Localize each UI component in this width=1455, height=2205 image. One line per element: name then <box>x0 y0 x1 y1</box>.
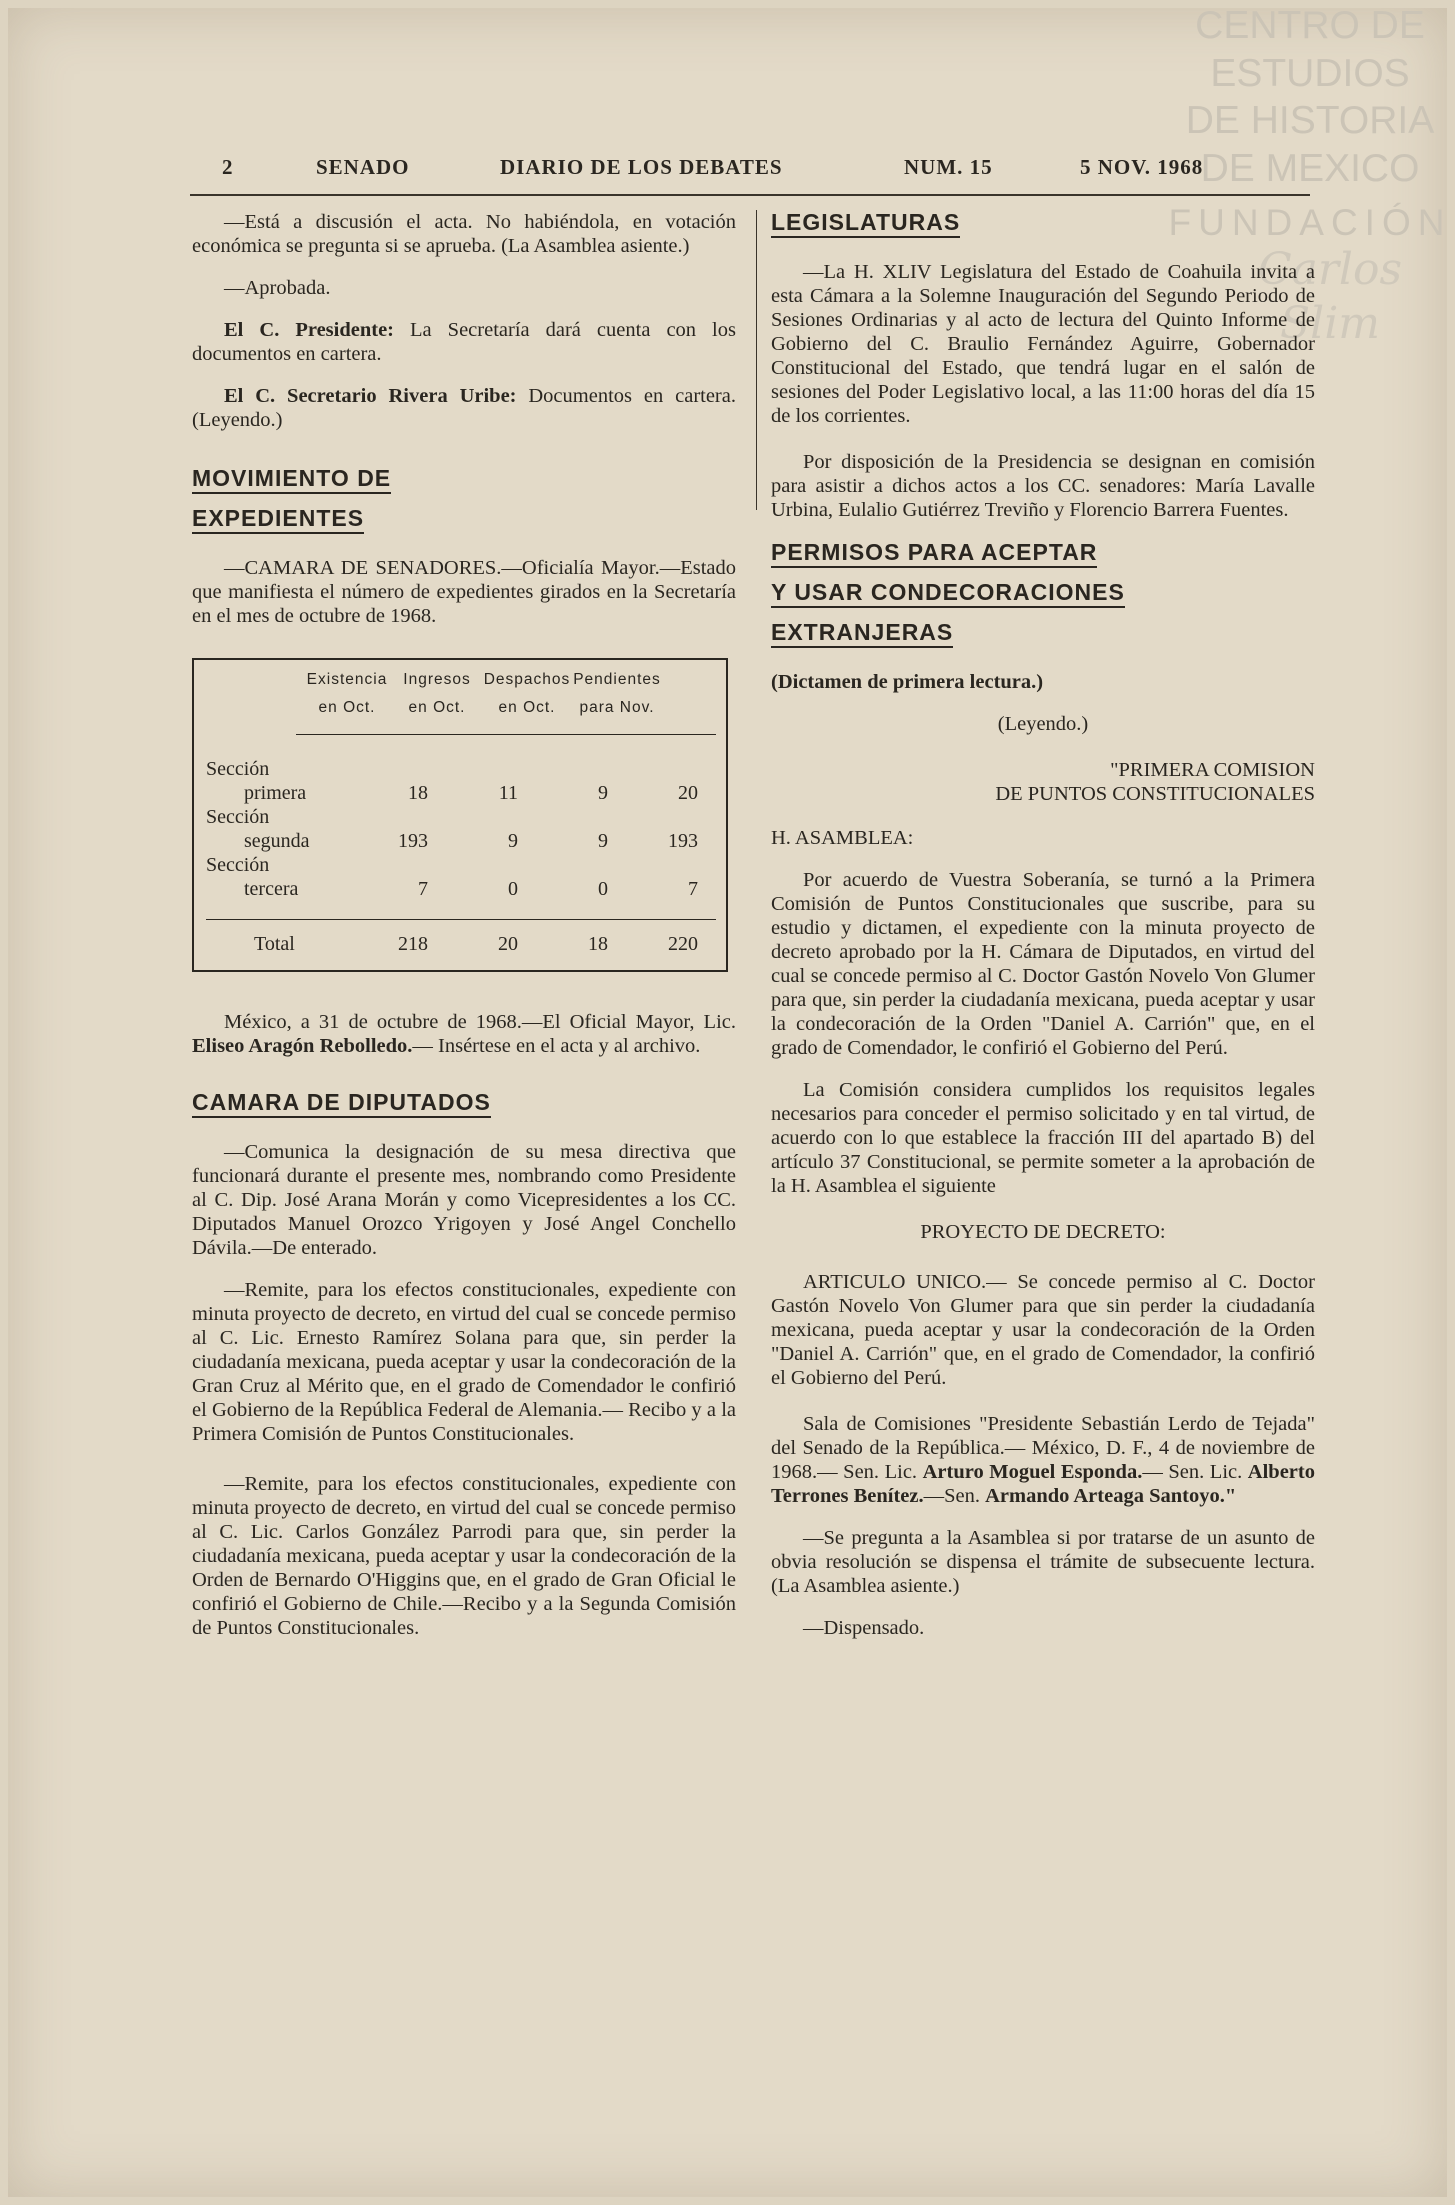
col-header: Ingresos <box>403 671 471 688</box>
section-title: LEGISLATURAS <box>771 210 960 238</box>
commission-title <box>771 758 1315 806</box>
paragraph-text: — Insértese en el acta y al archivo. <box>412 1035 701 1057</box>
watermark-line: DE HISTORIA <box>1185 99 1435 143</box>
cell: 193 <box>668 830 698 852</box>
bold-note: (Dictamen de primera lectura.) <box>771 671 1044 693</box>
section-title: CAMARA DE DIPUTADOS <box>192 1090 491 1118</box>
paragraph <box>192 1010 736 1058</box>
section-title: MOVIMIENTO DE <box>192 466 391 494</box>
watermark-line: ESTUDIOS <box>1210 51 1410 95</box>
paragraph-text: —Sen. <box>923 1485 986 1507</box>
paragraph-text: Sala de Comisiones "Presidente Sebastián Lerdo de Tejada" del Senado de la República.— México, D. F., 4 de noviembre de 1968.— Sen. Lic. <box>771 1413 1315 1483</box>
row-label: segunda <box>244 830 310 852</box>
paragraph: Por disposición de la Presidencia se designan en comisión para asistir a dichos actos a los CC. senadores: María Lavalle Urbina, Eulalio Gutiérrez Treviño y Florencio Barrera Fuentes. <box>771 451 1315 521</box>
paragraph-text: — Sen. Lic. <box>1142 1461 1248 1483</box>
table-row <box>206 757 716 805</box>
header-chamber: SENADO <box>316 155 410 179</box>
paragraph: —Comunica la designación de su mesa directiva que funcionará durante el presente mes, nombrando como Presidente al C. Dip. José Arana Morán y como Vicepresidentes a los CC. Diputados Manuel Orozco Yrigoyen y José Angel Conchello Dávila.—De enterado. <box>192 1141 736 1259</box>
paragraph <box>192 384 736 432</box>
row-label: primera <box>244 782 307 804</box>
header-date: 5 NOV. 1968 <box>1080 155 1204 179</box>
col-header: en Oct. <box>318 699 376 716</box>
cell: 18 <box>588 933 608 955</box>
table-header <box>206 668 716 720</box>
row-label: tercera <box>244 878 299 900</box>
paragraph: Por acuerdo de Vuestra Soberanía, se turnó a la Primera Comisión de Puntos Constitucionales que suscribe, para su estudio y dictamen, el expediente con la minuta proyecto de decreto aprobado por la H. Cámara de Diputados, en virtud del cual se concede permiso al C. Doctor Gastón Novelo Von Glumer para que, sin perder la ciudadanía mexicana, pueda aceptar y usar la condecoración de la Orden "Daniel A. Carrión" que, en el grado de Comendador, le confirió el Gobierno del Perú. <box>771 869 1315 1059</box>
cell: 7 <box>418 878 428 900</box>
speaker: El C. Secretario Rivera Uribe: <box>224 385 517 407</box>
section-heading-permisos <box>771 540 1315 660</box>
section-heading-diputados <box>192 1090 736 1130</box>
signatory: Armando Arteaga Santoyo." <box>985 1485 1237 1507</box>
watermark-line: CENTRO DE <box>1195 4 1425 47</box>
table-rule <box>296 734 716 735</box>
col-header: Pendientes <box>573 671 661 688</box>
watermark-line: DE MEXICO <box>1200 146 1420 190</box>
right-column <box>771 210 1315 1658</box>
section-title: EXTRANJERAS <box>771 620 953 648</box>
paragraph: —Remite, para los efectos constitucionales, expediente con minuta proyecto de decreto, en virtud del cual se concede permiso al C. Lic. Ernesto Ramírez Solana para que, sin perder la ciudadanía mexicana, pueda aceptar y usar la condecoración de la Gran Cruz al Mérito que, en el grado de Comendador le confirió el Gobierno de la República Federal de Alemania.— Recibo y a la Primera Comisión de Puntos Constitucionales. <box>192 1279 736 1445</box>
cell: 7 <box>688 878 698 900</box>
left-column <box>192 210 736 1658</box>
page-number: 2 <box>222 155 234 179</box>
expedientes-table <box>192 658 728 972</box>
row-label: Sección <box>206 806 270 828</box>
header-number: NUM. 15 <box>904 155 993 179</box>
section-title: EXPEDIENTES <box>192 506 364 534</box>
cell: 0 <box>598 878 608 900</box>
section-heading-movimiento <box>192 466 736 546</box>
row-label: Sección <box>206 758 270 780</box>
cell: 9 <box>508 830 518 852</box>
cell: 9 <box>598 782 608 804</box>
cell: 9 <box>598 830 608 852</box>
cell: 193 <box>398 830 428 852</box>
watermark-foundation: FUNDACIÓN <box>1168 202 1452 244</box>
table-row <box>206 805 716 853</box>
col-header: Existencia <box>306 671 388 688</box>
table-rule <box>206 919 716 920</box>
col-header: para Nov. <box>579 699 655 716</box>
paragraph: —La H. XLIV Legislatura del Estado de Coahuila invita a esta Cámara a la Solemne Inauguración del Segundo Periodo de Sesiones Ordinarias y al acto de lectura del Quinto Informe de Gobierno del C. Braulio Fernández Aguirre, Gobernador Constitucional del Estado, que tendrá lugar en el salón de sesiones del Poder Legislativo local, a las 11:00 horas del día 15 de los corrientes. <box>771 261 1315 427</box>
paragraph: (Leyendo.) <box>997 713 1089 735</box>
commission-line: "PRIMERA COMISION <box>1110 759 1315 781</box>
cell: 11 <box>498 782 518 804</box>
section-heading-legislaturas <box>771 210 1315 250</box>
row-label: Total <box>254 933 295 955</box>
paragraph: —Se pregunta a la Asamblea si por tratarse de un asunto de obvia resolución se dispensa el trámite de subsecuente lectura. (La Asamblea asiente.) <box>771 1527 1315 1597</box>
paragraph: ARTICULO UNICO.— Se concede permiso al C. Doctor Gastón Novelo Von Glumer para que sin perder la ciudadanía mexicana, pueda aceptar y usar la condecoración de la Orden "Daniel A. Carrión" que, en el grado de Comendador, la confirió el Gobierno del Perú. <box>771 1271 1315 1389</box>
paragraph: La Comisión considera cumplidos los requisitos legales necesarios para conceder el permiso solicitado y en tal virtud, de acuerdo con lo que establece la fracción III del apartado B) del artículo 37 Constitucional, se permite someter a la aprobación de la H. Asamblea el siguiente <box>771 1079 1315 1197</box>
cell: 0 <box>508 878 518 900</box>
speaker: El C. Presidente: <box>224 319 395 341</box>
table-total-row <box>206 932 716 956</box>
paragraph <box>771 1412 1315 1508</box>
paragraph: —Remite, para los efectos constitucionales, expediente con minuta proyecto de decreto, en virtud del cual se concede permiso al C. Lic. Carlos González Parrodi para que, sin perder la ciudadanía mexicana, pueda aceptar y usar la condecoración de la Orden de Bernardo O'Higgins que, en el grado de Gran Oficial le confirió el Gobierno de Chile.—Recibo y a la Segunda Comisión de Puntos Constitucionales. <box>192 1473 736 1639</box>
section-title: Y USAR CONDECORACIONES <box>771 580 1125 608</box>
column-divider <box>756 210 757 510</box>
salutation: H. ASAMBLEA: <box>771 827 914 849</box>
signatory: Alberto Terrones Benítez. <box>771 1461 1315 1507</box>
col-header: en Oct. <box>408 699 466 716</box>
cell: 20 <box>678 782 698 804</box>
watermark-signature: Carlos Slim <box>1257 244 1403 350</box>
dictamen-note <box>771 670 1315 694</box>
paragraph: —Aprobada. <box>224 277 331 299</box>
paragraph-text: La Secretaría dará cuenta con los documentos en cartera. <box>192 319 736 365</box>
signatory: Arturo Moguel Esponda. <box>922 1461 1143 1483</box>
paragraph-text: Documentos en cartera. (Leyendo.) <box>192 385 736 431</box>
row-label: Sección <box>206 854 270 876</box>
col-header: Despachos <box>483 671 571 688</box>
commission-line: DE PUNTOS CONSTITUCIONALES <box>995 783 1315 805</box>
paragraph <box>192 318 736 366</box>
header-rule <box>190 194 1310 196</box>
col-header: en Oct. <box>498 699 556 716</box>
decree-heading: PROYECTO DE DECRETO: <box>920 1221 1166 1243</box>
table-row <box>206 853 716 901</box>
header-publication: DIARIO DE LOS DEBATES <box>500 155 783 179</box>
cell: 20 <box>498 933 518 955</box>
signatory: Eliseo Aragón Rebolledo. <box>192 1035 413 1057</box>
paragraph: —CAMARA DE SENADORES.—Oficialía Mayor.—Estado que manifiesta el número de expedientes girados en la Secretaría en el mes de octubre de 1968. <box>192 557 736 627</box>
paragraph: —Dispensado. <box>803 1617 925 1639</box>
paragraph-text: México, a 31 de octubre de 1968.—El Oficial Mayor, Lic. <box>224 1011 736 1033</box>
paragraph: —Está a discusión el acta. No habiéndola, en votación económica se pregunta si se aprueba. (La Asamblea asiente.) <box>192 211 736 257</box>
cell: 220 <box>668 933 698 955</box>
cell: 218 <box>398 933 428 955</box>
cell: 18 <box>408 782 428 804</box>
section-title: PERMISOS PARA ACEPTAR <box>771 540 1097 568</box>
